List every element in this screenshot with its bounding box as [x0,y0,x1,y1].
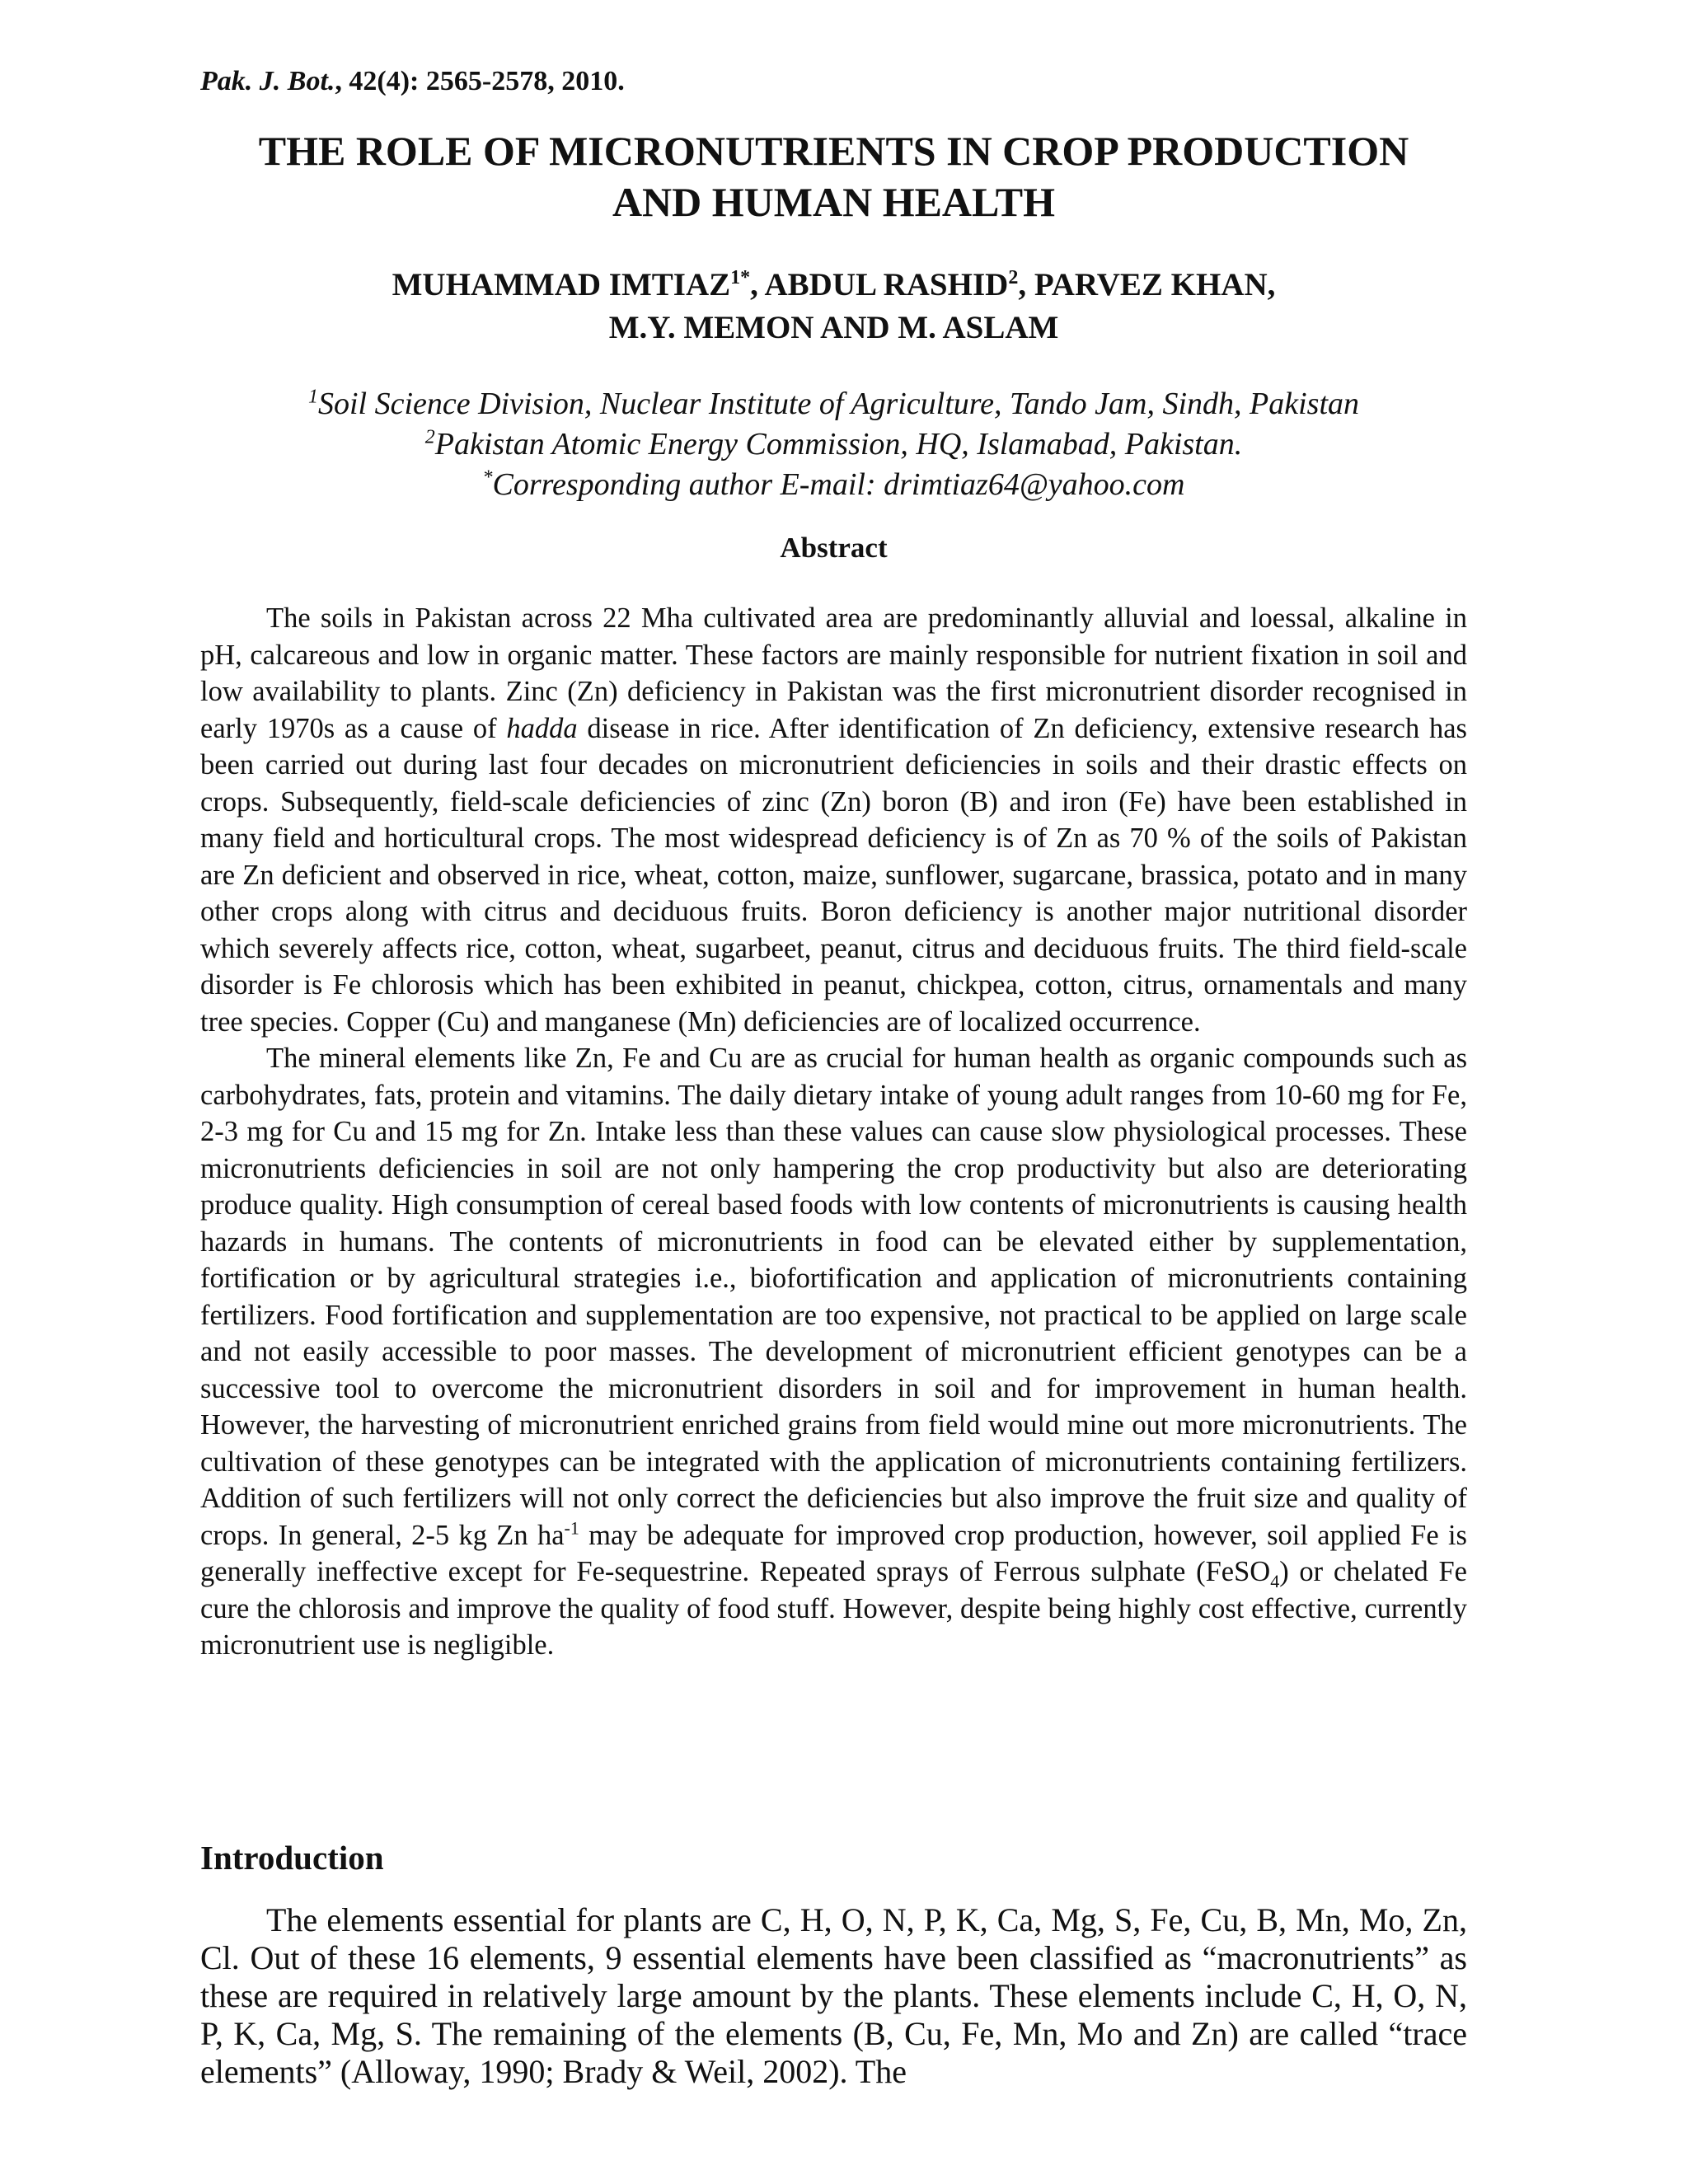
affiliations [200,384,1467,505]
affiliation-2 [200,424,1467,465]
author-3: , PARVEZ KHAN, [1018,267,1276,302]
corresponding-author-text: Corresponding author E-mail: drimtiaz64@yahoo.com [492,467,1185,502]
authors-line-2: M.Y. MEMON AND M. ASLAM [608,310,1059,345]
corresponding-author [200,465,1467,505]
abstract-paragraph-1 [200,600,1467,1040]
introduction-heading: Introduction [200,1839,384,1877]
introduction-body [200,1901,1467,2091]
abstract-p2-text-a: The mineral elements like Zn, Fe and Cu are as crucial for human health as organic compounds such as carbohydrates, fats, protein and vitamins. The daily dietary intake of young adult ranges from 10-60 mg for Fe, 2-3 mg for Cu and 15 mg for Zn. Intake less than these values can cause slow physiological processes. These micronutrients deficiencies in soil are not only hampering the crop productivity but also are deteriorating produce quality. High consumption of cereal based foods with low contents of micronutrients is causing health hazards in humans. The contents of micronutrients in food can be elevated either by supplementation, fortification or by agricultural strategies i.e., biofortification and application of micronutrients containing fertilizers. Food fortification and supplementation are too expensive, not practical to be applied on large scale and not easily accessible to poor masses. The development of micronutrient efficient genotypes can be a successive tool to overcome the micronutrient disorders in soil and for improvement in human health. However, the harvesting of micronutrient enriched grains from field would mine out more micronutrients. The cultivation of these genotypes can be integrated with the application of micronutrients containing fertilizers. Addition of such fertilizers will not only correct the deficiencies but also improve the fruit size and quality of crops. In general, 2-5 kg Zn ha [200,1043,1467,1551]
abstract-paragraph-2 [200,1040,1467,1664]
title-line-2: AND HUMAN HEALTH [612,179,1056,225]
corresponding-mark: * [482,466,493,489]
author-1: MUHAMMAD IMTIAZ [392,267,731,302]
affiliation-2-text: Pakistan Atomic Energy Commission, HQ, Islamabad, Pakistan. [434,427,1243,462]
paper-title [200,125,1467,227]
journal-citation [200,66,625,97]
abstract-p2-superscript: -1 [564,1517,579,1538]
abstract-p2-subscript: 4 [1270,1570,1280,1591]
author-2: , ABDUL RASHID [750,267,1009,302]
journal-name: Pak. J. Bot. [200,66,335,96]
abstract-body [200,600,1467,1664]
author-2-affiliation-mark: 2 [1008,267,1019,288]
author-list [200,264,1467,349]
affiliation-2-mark: 2 [424,426,435,448]
affiliation-1-mark: 1 [307,386,318,408]
author-1-affiliation-mark: 1* [730,267,751,288]
title-line-1: THE ROLE OF MICRONUTRIENTS IN CROP PRODUCTION [258,128,1409,174]
abstract-p1-italic-term: hadda [506,712,578,744]
abstract-p2-text-b: may be adequate for improved crop production, however, soil applied Fe is generally ineffective except for Fe-sequestrine. Repeated sprays of Ferrous sulphate (FeSO [200,1519,1467,1587]
citation-details: , 42(4): 2565-2578, 2010. [335,66,625,96]
abstract-heading: Abstract [780,532,888,564]
abstract-p1-text-b: disease in rice. After identification of Zn deficiency, extensive research has been carried out during last four decades on micronutrient deficiencies in soils and their drastic effects on crops. Subsequently, field-scale deficiencies of zinc (Zn) boron (B) and iron (Fe) have been established in many field and horticultural crops. The most widespread deficiency is of Zn as 70 % of the soils of Pakistan are Zn deficient and observed in rice, wheat, cotton, maize, sunflower, sugarcane, brassica, potato and in many other crops along with citrus and deciduous fruits. Boron deficiency is another major nutritional disorder which severely affects rice, cotton, wheat, sugarbeet, peanut, citrus and deciduous fruits. The third field-scale disorder is Fe chlorosis which has been exhibited in peanut, chickpea, cotton, citrus, ornamentals and many tree species. Copper (Cu) and manganese (Mn) deficiencies are of localized occurrence. [200,712,1467,1038]
abstract-p1-text-a: The soils in Pakistan across 22 Mha cultivated area are predominantly alluvial and loessal, alkaline in pH, calcareous and low in organic matter. These factors are mainly responsible for nutrient fixation in soil and low availability to plants. Zinc (Zn) deficiency in Pakistan was the first micronutrient disorder recognised in early 1970s as a cause of [200,602,1467,744]
affiliation-1-text: Soil Science Division, Nuclear Institute of Agriculture, Tando Jam, Sindh, Pakistan [317,387,1360,421]
affiliation-1 [200,384,1467,424]
introduction-paragraph-1: The elements essential for plants are C, H, O, N, P, K, Ca, Mg, S, Fe, Cu, B, Mn, Mo, Zn, Cl. Out of these 16 elements, 9 essential elements have been classified as “macronutrients” as these are required in relatively large amount by the plants. These elements include C, H, O, N, P, K, Ca, Mg, S. The remaining of the elements (B, Cu, Fe, Mn, Mo and Zn) are called “trace elements” (Alloway, 1990; Brady & Weil, 2002). The [200,1901,1467,2090]
abstract-p2-text-c: ) or chelated Fe cure the chlorosis and improve the quality of food stuff. However, despite being highly cost effective, currently micronutrient use is negligible. [200,1556,1467,1661]
